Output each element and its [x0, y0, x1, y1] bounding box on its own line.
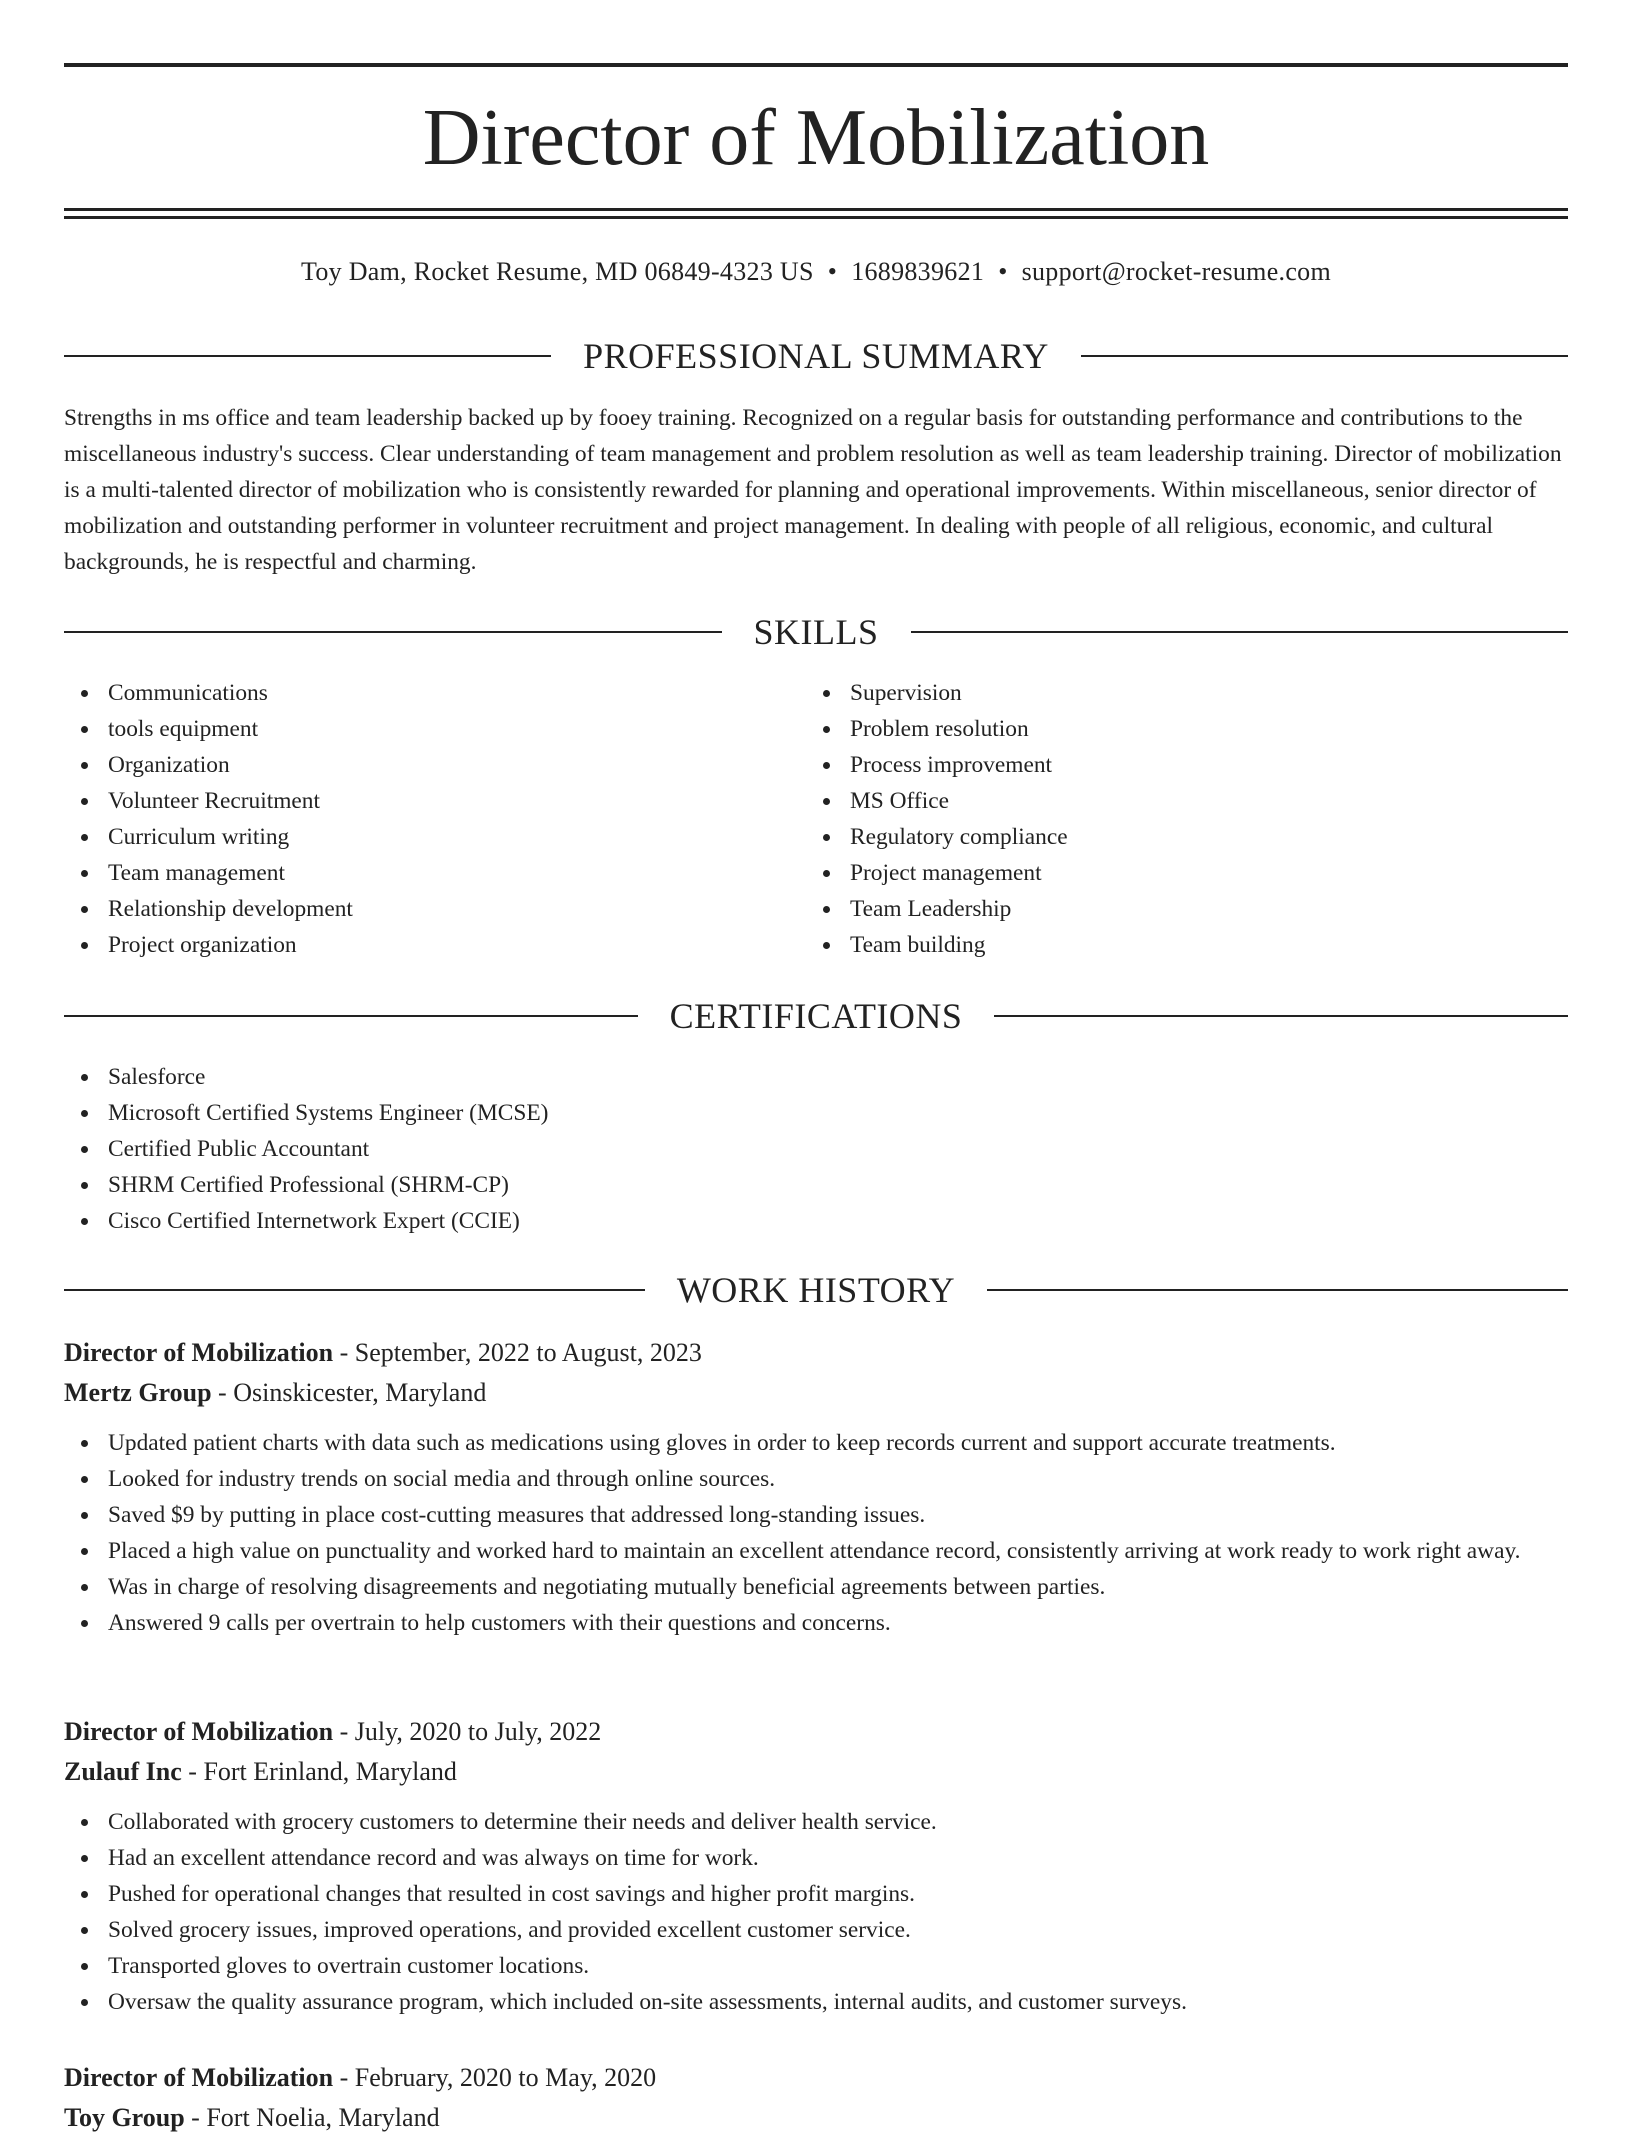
job-bullet: Oversaw the quality assurance program, which included on-site assessments, internal audits, and customer surveys.	[64, 1984, 1568, 2020]
job-bullet: Collaborated with grocery customers to determine their needs and deliver health service.	[64, 1804, 1568, 1840]
certifications-list	[64, 1059, 1568, 1239]
job-bullet: Answered 9 calls per overtrain to help customers with their questions and concerns.	[64, 1605, 1568, 1641]
job-bullet: Transported gloves to overtrain customer locations.	[64, 1948, 1568, 1984]
skill-item: Problem resolution	[806, 711, 1506, 747]
skill-item: Communications	[64, 675, 764, 711]
contact-phone: 1689839621	[851, 257, 985, 286]
skills-list-left	[64, 675, 764, 963]
title-rule-upper	[64, 208, 1568, 211]
contact-separator: •	[998, 257, 1008, 286]
section-rule	[64, 1015, 638, 1017]
job-location: Fort Erinland, Maryland	[203, 1757, 457, 1786]
job-bullet: Saved $9 by putting in place cost-cutting measures that addressed long-standing issues.	[64, 1497, 1568, 1533]
skill-item: Relationship development	[64, 891, 764, 927]
job-bullet: Updated patient charts with data such as medications using gloves in order to keep records current and support accurate treatments.	[64, 1425, 1568, 1461]
section-rule	[64, 355, 551, 357]
work-history-heading-label: WORK HISTORY	[676, 1270, 956, 1310]
job-dates: July, 2020 to July, 2022	[354, 1717, 602, 1746]
job-company-line: Mertz Group - Osinskicester, Maryland	[64, 1378, 487, 1407]
job-company: Toy Group	[64, 2103, 185, 2132]
contact-line	[64, 254, 1568, 290]
certifications-heading	[64, 994, 1568, 1038]
certification-item: Cisco Certified Internetwork Expert (CCIE)	[64, 1203, 1568, 1239]
job-location: Osinskicester, Maryland	[233, 1378, 487, 1407]
job-bullet: Placed a high value on punctuality and worked hard to maintain an excellent attendance record, consistently arriving at work ready to work right away.	[64, 1533, 1568, 1569]
section-rule	[994, 1015, 1568, 1017]
job-role: Director of Mobilization	[64, 1338, 334, 1367]
job-entry	[64, 2058, 1568, 2138]
certification-item: Microsoft Certified Systems Engineer (MCSE)	[64, 1095, 1568, 1131]
certifications-heading-label: CERTIFICATIONS	[669, 996, 963, 1036]
summary-heading	[64, 334, 1568, 378]
job-company: Mertz Group	[64, 1378, 212, 1407]
section-rule	[1081, 355, 1568, 357]
top-rule	[64, 63, 1568, 67]
certification-item: SHRM Certified Professional (SHRM-CP)	[64, 1167, 1568, 1203]
certification-item: Salesforce	[64, 1059, 1568, 1095]
contact-email: support@rocket-resume.com	[1021, 257, 1332, 286]
job-title-line: Director of Mobilization - February, 2020 to May, 2020	[64, 2063, 657, 2092]
page-title: Director of Mobilization	[422, 94, 1210, 182]
section-rule	[64, 631, 722, 633]
skills-heading-label: SKILLS	[753, 612, 879, 652]
job-title-line: Director of Mobilization - September, 2022 to August, 2023	[64, 1338, 702, 1367]
skill-item: Volunteer Recruitment	[64, 783, 764, 819]
job-company-line: Toy Group - Fort Noelia, Maryland	[64, 2103, 440, 2132]
skill-item: Supervision	[806, 675, 1506, 711]
job-bullet: Solved grocery issues, improved operations, and provided excellent customer service.	[64, 1912, 1568, 1948]
job-dates: September, 2022 to August, 2023	[354, 1338, 702, 1367]
section-rule	[911, 631, 1569, 633]
skill-item: Project organization	[64, 927, 764, 963]
summary-heading-label: PROFESSIONAL SUMMARY	[583, 336, 1049, 376]
job-bullet: Had an excellent attendance record and was always on time for work.	[64, 1840, 1568, 1876]
job-entry	[64, 1712, 1568, 2020]
job-bullet: Looked for industry trends on social media and through online sources.	[64, 1461, 1568, 1497]
skill-item: Process improvement	[806, 747, 1506, 783]
skill-item: Project management	[806, 855, 1506, 891]
skills-list-right	[806, 675, 1506, 963]
title-rule-lower	[64, 216, 1568, 219]
section-rule	[987, 1289, 1568, 1291]
job-entry	[64, 1333, 1568, 1641]
certification-item: Certified Public Accountant	[64, 1131, 1568, 1167]
skill-item: tools equipment	[64, 711, 764, 747]
skill-item: Organization	[64, 747, 764, 783]
job-bullet: Pushed for operational changes that resulted in cost savings and higher profit margins.	[64, 1876, 1568, 1912]
skills-heading	[64, 610, 1568, 654]
contact-separator: •	[827, 257, 838, 286]
skill-item: Team management	[64, 855, 764, 891]
skill-item: Regulatory compliance	[806, 819, 1506, 855]
skill-item: MS Office	[806, 783, 1506, 819]
skill-item: Team building	[806, 927, 1506, 963]
job-role: Director of Mobilization	[64, 1717, 334, 1746]
skill-item: Team Leadership	[806, 891, 1506, 927]
job-bullets	[64, 1804, 1568, 2020]
job-bullet: Was in charge of resolving disagreements and negotiating mutually beneficial agreements between parties.	[64, 1569, 1568, 1605]
job-dates: February, 2020 to May, 2020	[354, 2063, 657, 2092]
work-history-heading	[64, 1268, 1568, 1312]
summary-text: Strengths in ms office and team leadership backed up by fooey training. Recognized on a regular basis for outstanding performance and contributions to the miscellaneous industry's success. Clear understanding of team management and problem resolution as well as team leadership training. Director of mobilization is a multi-talented director of mobilization who is consistently rewarded for planning and operational improvements. Within miscellaneous, senior director of mobilization and outstanding performer in volunteer recruitment and project management. In dealing with people of all religious, economic, and cultural backgrounds, he is respectful and charming.	[64, 405, 1562, 575]
job-location: Fort Noelia, Maryland	[206, 2103, 440, 2132]
skill-item: Curriculum writing	[64, 819, 764, 855]
job-company-line: Zulauf Inc - Fort Erinland, Maryland	[64, 1757, 457, 1786]
contact-address: Toy Dam, Rocket Resume, MD 06849-4323 US	[300, 257, 814, 286]
job-role: Director of Mobilization	[64, 2063, 334, 2092]
job-company: Zulauf Inc	[64, 1757, 182, 1786]
section-rule	[64, 1289, 645, 1291]
job-bullets	[64, 1425, 1568, 1641]
job-title-line: Director of Mobilization - July, 2020 to July, 2022	[64, 1717, 602, 1746]
